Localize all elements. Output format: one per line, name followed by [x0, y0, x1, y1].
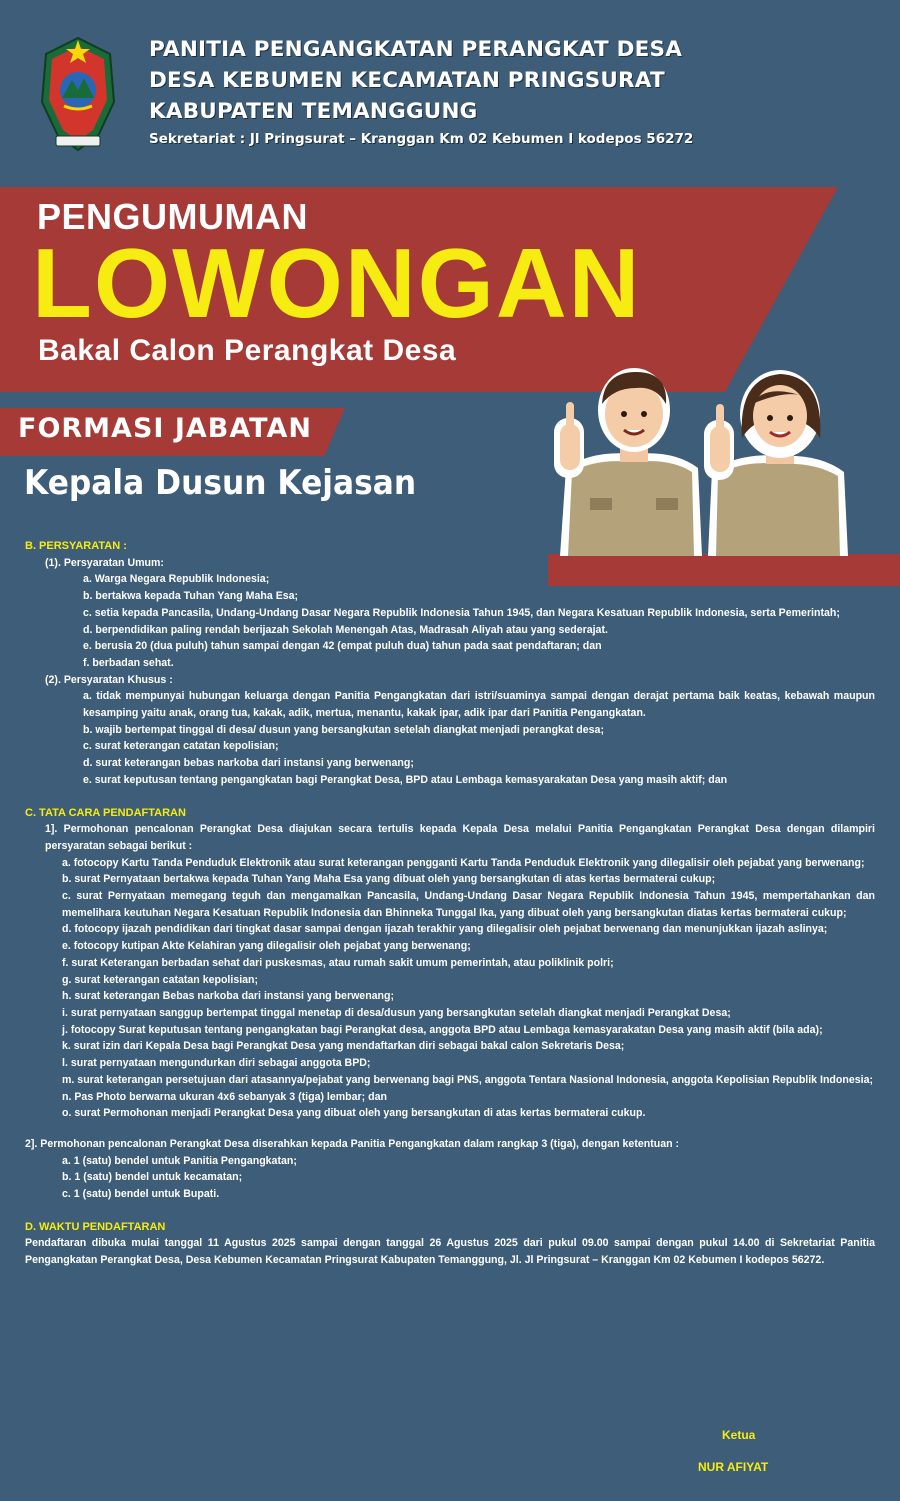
list-item: a. 1 (satu) bendel untuk Panitia Pengangkatan;	[62, 1154, 297, 1167]
section-waktu-title: D. WAKTU PENDAFTARAN	[25, 1220, 166, 1233]
list-item: a. tidak mempunyai hubungan keluarga dengan Panitia Pengangkatan dari istri/suaminya sampai dengan derajat pertama baik keatas, kebawah maupun kesamping yaitu anak, orang tua, kakak, adik, mertua, menantu, kakak ipar, adik ipar dari Panitia Pengangkatan.	[83, 690, 875, 720]
header	[149, 34, 889, 147]
male-officer-figure	[554, 368, 702, 556]
list-item: d. surat keterangan bebas narkoba dari instansi yang berwenang;	[83, 757, 414, 770]
list-item: c. surat keterangan catatan kepolisian;	[83, 740, 279, 753]
list-item: f. berbadan sehat.	[83, 656, 174, 669]
female-officer-figure	[704, 370, 848, 556]
list-item: o. surat Permohonan menjadi Perangkat Desa yang dibuat oleh yang bersangkutan di atas kertas bermaterai cukup.	[62, 1107, 646, 1120]
list-item: c. 1 (satu) bendel untuk Bupati.	[62, 1188, 220, 1201]
list-item: e. berusia 20 (dua puluh) tahun sampai dengan 42 (empat puluh dua) tahun pada saat pendaftaran; dan	[83, 640, 602, 653]
persyaratan-khusus-title: (2). Persyaratan Khusus :	[45, 673, 173, 686]
header-village: DESA KEBUMEN KECAMATAN PRINGSURAT	[149, 68, 665, 93]
list-item: l. surat pernyataan mengundurkan diri sebagai anggota BPD;	[62, 1057, 371, 1070]
waktu-text: Pendaftaran dibuka mulai tanggal 11 Agustus 2025 sampai dengan tanggal 26 Agustus 2025 dari pukul 09.00 sampai dengan pukul 14.00 di Sekretariat Panitia Pengangkatan Perangkat Desa, Desa Kebumen Kecamatan Pringsurat Kabupaten Temanggung, Jl. Jl Pringsurat – Kranggan Km 02 Kebumen I kodepos 56272.	[25, 1237, 875, 1267]
vacancy-title: LOWONGAN	[32, 228, 642, 338]
header-committee: PANITIA PENGANGKATAN PERANGKAT DESA	[149, 37, 683, 62]
signature-role: Ketua	[722, 1428, 756, 1442]
list-item: m. surat keterangan persetujuan dari atasannya/pejabat yang berwenang bagi PNS, anggota Tentara Nasional Indonesia, anggota Kepolisian Republik Indonesia;	[62, 1073, 873, 1086]
list-item: a. Warga Negara Republik Indonesia;	[83, 573, 270, 586]
header-secretariat: Sekretariat : Jl Pringsurat – Kranggan Km 02 Kebumen I kodepos 56272	[149, 131, 694, 147]
section-persyaratan-title: B. PERSYARATAN :	[25, 540, 127, 552]
list-item: b. surat Pernyataan bertakwa kepada Tuhan Yang Maha Esa yang dibuat oleh yang bersangkutan di atas kertas bermaterai cukup;	[62, 873, 716, 886]
list-item: j. fotocopy Surat keputusan tentang pengangkatan bagi Perangkat desa, anggota BPD atau Lembaga kemasyarakatan Desa yang masih aktif (bila ada);	[62, 1023, 823, 1036]
list-item: f. surat Keterangan berbadan sehat dari puskesmas, atau rumah sakit umum pemerintah, atau poliklinik polri;	[62, 956, 614, 969]
list-item: d. fotocopy ijazah pendidikan dari tingkat dasar sampai dengan ijazah terakhir yang dilegalisir oleh pejabat berwenang dan menunjukkan ijazah aslinya;	[62, 923, 828, 936]
list-item: c. surat Pernyataan memegang teguh dan mengamalkan Pancasila, Undang-Undang Dasar Negara Republik Indonesia Tahun 1945, mempertahankan dan memelihara keutuhan Negara Kesatuan Republik Indonesia dan Bhinneka Tunggal Ika, yang dibuat oleh yang bersangkutan diatas kertas bermaterai cukup;	[62, 890, 875, 919]
list-item: e. fotocopy kutipan Akte Kelahiran yang dilegalisir oleh pejabat yang berwenang;	[62, 940, 471, 953]
persyaratan-umum-title: (1). Persyaratan Umum:	[45, 556, 164, 569]
formasi-label: FORMASI JABATAN	[18, 413, 312, 444]
list-item: a. fotocopy Kartu Tanda Penduduk Elektronik atau surat keterangan pengganti Kartu Tanda Penduduk Elektronik yang dilegalisir oleh pejabat yang berwenang;	[62, 856, 865, 869]
list-item: g. surat keterangan catatan kepolisian;	[62, 973, 259, 986]
list-item: b. wajib bertempat tinggal di desa/ dusun yang bersangkutan setelah diangkat menjadi perangkat desa;	[83, 723, 604, 736]
tata-cara-item-1: 1]. Permohonan pencalonan Perangkat Desa diajukan secara tertulis kepada Kepala Desa melalui Panitia Pengangkatan Perangkat Desa dengan dilampiri persyaratan sebagai berikut :	[45, 823, 875, 852]
list-item: e. surat keputusan tentang pengangkatan bagi Perangkat Desa, BPD atau Lembaga kemasyarakatan Desa yang masih aktif; dan	[83, 773, 728, 786]
signature-name: NUR AFIYAT	[698, 1460, 769, 1474]
banner-subtitle: Bakal Calon Perangkat Desa	[38, 334, 457, 367]
kabupaten-temanggung-emblem	[36, 32, 120, 156]
civil-servants-illustration	[552, 358, 852, 556]
announcement-body	[0, 538, 900, 1269]
list-item: b. 1 (satu) bendel untuk kecamatan;	[62, 1171, 243, 1184]
list-item: b. bertakwa kepada Tuhan Yang Maha Esa;	[83, 590, 299, 603]
section-tata-cara-title: C. TATA CARA PENDAFTARAN	[25, 806, 186, 819]
list-item: c. setia kepada Pancasila, Undang-Undang Dasar Negara Republik Indonesia Tahun 1945, dan Negara Kesatuan Republik Indonesia, serta Pemerintah;	[83, 606, 840, 619]
list-item: k. surat izin dari Kepala Desa bagi Perangkat Desa yang mendaftarkan diri sebagai bakal calon Sekretaris Desa;	[62, 1040, 625, 1053]
announcement-label: PENGUMUMAN	[37, 196, 308, 237]
position-title: Kepala Dusun Kejasan	[24, 463, 417, 503]
tata-cara-item-2: 2]. Permohonan pencalonan Perangkat Desa diserahkan kepada Panitia Pengangkatan dalam rangkap 3 (tiga), dengan ketentuan :	[25, 1137, 680, 1150]
list-item: d. berpendidikan paling rendah berijazah Sekolah Menengah Atas, Madrasah Aliyah atau yang sederajat.	[83, 623, 608, 636]
list-item: i. surat pernyataan sanggup bertempat tinggal menetap di desa/dusun yang bersangkutan setelah diangkat menjadi Perangkat Desa;	[62, 1006, 731, 1019]
list-item: n. Pas Photo berwarna ukuran 4x6 sebanyak 3 (tiga) lembar; dan	[62, 1090, 387, 1103]
header-regency: KABUPATEN TEMANGGUNG	[149, 99, 478, 124]
list-item: h. surat keterangan Bebas narkoba dari instansi yang berwenang;	[62, 990, 395, 1003]
